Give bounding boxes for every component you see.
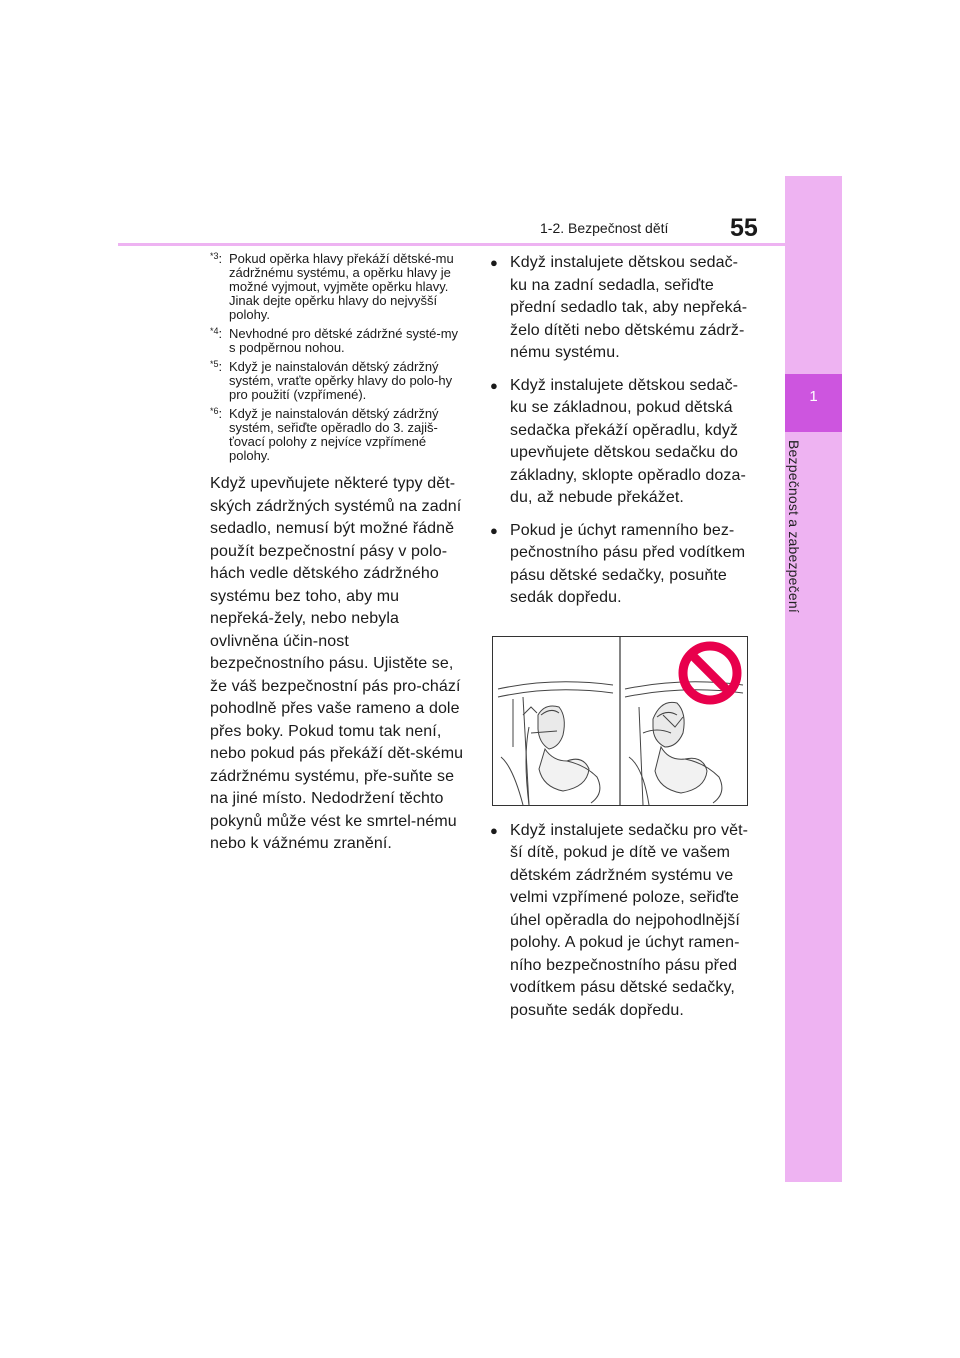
- bullet-item: [490, 820, 752, 1023]
- bullet-text: Když instalujete dětskou sedač-ku na zadní sedadla, seřiďte přední sedadlo tak, aby nepřeká-želo dítěti nebo dětskému zádrž-nému systému.: [510, 254, 748, 361]
- bullet-text: Pokud je úchyt ramenního bez-pečnostního pásu před vodítkem pásu dětské sedačky, posuňte sedák dopředu.: [510, 521, 746, 606]
- footnote: [210, 407, 466, 463]
- footnote-text: Nevhodné pro dětské zádržné systé-my s podpěrnou nohou.: [229, 326, 459, 355]
- chapter-number: 1: [809, 388, 818, 405]
- footnote-mark: $^{*3}$:: [210, 251, 223, 266]
- footnote-text: Když je nainstalován dětský zádržný systém, seřiďte opěradlo do 3. zajiš-ťovací polohy z nejvíce vzpřímené polohy.: [229, 406, 439, 463]
- section-header: 1-2. Bezpečnost dětí: [540, 220, 669, 236]
- footnote-text: Pokud opěrka hlavy překáží dětské-mu zádržnému systému, a opěrku hlavy je možné vyjmout, vyjměte opěrku hlavy. Jinak dejte opěrku hlavy do nejvyšší polohy.: [229, 251, 454, 322]
- prohibition-icon: [683, 646, 737, 700]
- footnote-mark: $^{*4}$:: [210, 326, 223, 341]
- footnote: [210, 327, 466, 355]
- chapter-side-strip: [785, 176, 842, 1182]
- left-column: [210, 252, 466, 856]
- bullet-item: [490, 252, 752, 365]
- bullet-icon: ●: [490, 822, 498, 838]
- child-seat-drawing: [493, 637, 747, 805]
- bullet-item: [490, 520, 752, 610]
- correct-installation-drawing: [498, 681, 613, 804]
- right-column: [490, 252, 752, 1032]
- header-rule: [118, 243, 785, 246]
- bullet-item: [490, 375, 752, 510]
- bullet-text: Když instalujete sedačku pro vět-ší dítě, pokud je dítě ve vašem dětském zádržném systému ve velmi vzpřímené poloze, seřiďte úhel opěradla do nejpohodlnější polohy. A pokud je úchyt ramen-ního bezpečnostního pásu před vodítkem pásu dětské sedačky, posuňte sedák dopředu.: [510, 821, 749, 1019]
- bullet-icon: ●: [490, 522, 498, 538]
- footnote-mark: $^{*5}$:: [210, 359, 223, 374]
- footnote: [210, 252, 466, 322]
- bullet-text: Když instalujete dětskou sedač-ku se základnou, pokud dětská sedačka překáží opěradlu, když upevňujete dětskou sedačku do základny, sklopte opěradlo doza-du, až nebude překážet.: [510, 376, 746, 506]
- warning-paragraph: Když upevňujete některé typy dět-ských zádržných systémů na zadní sedadlo, nemusí být možné řádně použít bezpečnostní pásy v polo-hách vedle dětského zádržného systému bez toho, aby mu nepřeká-žely, nebo nebyla ovlivněna účin-nost bezpečnostního pásu. Ujistěte se, že váš bezpečnostní pás pro-chází pohodlně přes vaše rameno a dole přes boky. Pokud tomu tak není, nebo pokud pás překáží dět-skému zádržnému systému, pře-suňte se na jiné místo. Nedodržení těchto pokynů může vést ke smrtel-nému nebo k vážnému zranění.: [210, 475, 464, 852]
- footnote-text: Když je nainstalován dětský zádržný systém, vraťte opěrky hlavy do polo-hy pro použití (vzpřímené).: [229, 359, 453, 402]
- footnote-mark: $^{*6}$:: [210, 406, 223, 421]
- footnote: [210, 360, 466, 402]
- chapter-title: Bezpečnost a zabezpečení: [786, 440, 802, 613]
- bullet-icon: ●: [490, 377, 498, 393]
- bullet-icon: ●: [490, 255, 498, 270]
- page-number: 55: [730, 214, 758, 242]
- child-seat-illustration: [492, 636, 748, 806]
